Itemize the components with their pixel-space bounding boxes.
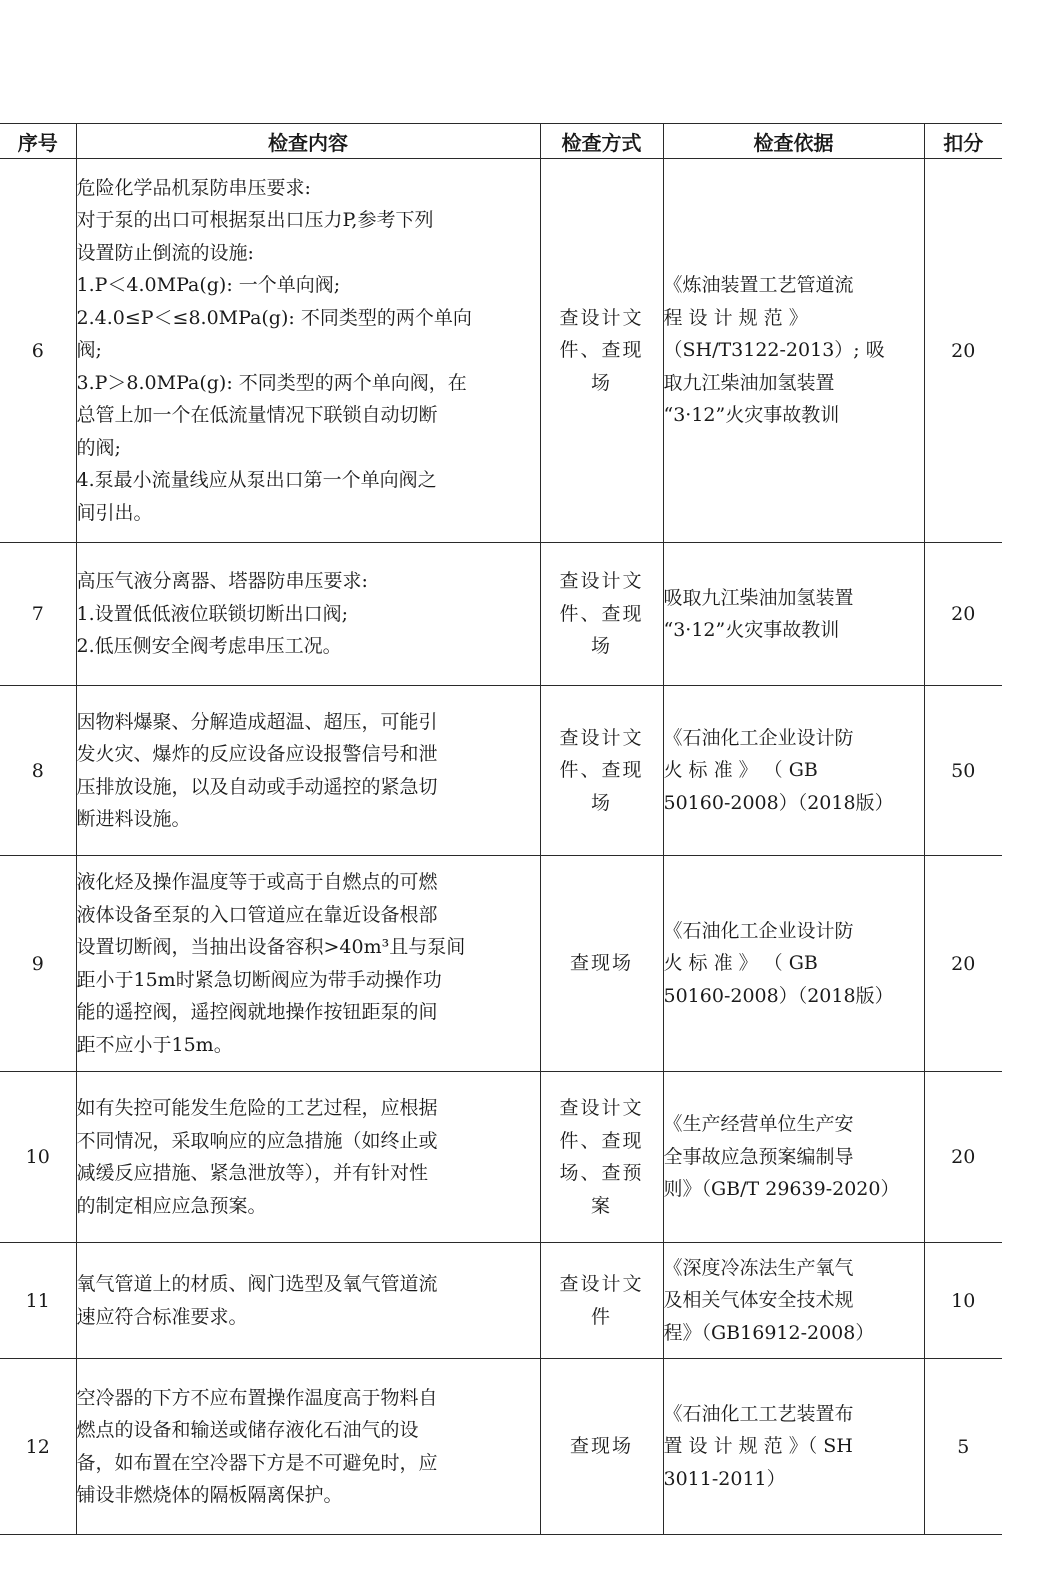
content-line: 如有失控可能发生危险的工艺过程，应根据 [76, 1097, 438, 1119]
basis-line: 《石油化工工艺装置布 [663, 1402, 854, 1425]
header-basis: 检查依据 [663, 124, 924, 159]
table-row [0, 1072, 1002, 1243]
basis-line: “3·12”火灾事故教训 [663, 619, 840, 641]
header-score: 扣分 [924, 124, 1002, 159]
table-row [0, 159, 1002, 543]
row-content [76, 856, 540, 1072]
content-line: 对于泵的出口可根据泵出口压力P,参考下列 [76, 209, 434, 232]
content-line: 设置防止倒流的设施: [76, 241, 254, 264]
basis-line: 《炼油装置工艺管道流 [663, 274, 854, 297]
content-line: 阀; [76, 339, 102, 362]
row-seq: 7 [0, 543, 76, 686]
row-seq: 11 [0, 1243, 76, 1359]
content-line: 速应符合标准要求。 [76, 1305, 248, 1328]
table-row [0, 1243, 1002, 1359]
basis-line: “3·12”火灾事故教训 [663, 404, 840, 427]
row-score: 50 [924, 686, 1002, 856]
row-basis [663, 856, 924, 1072]
method-line: 查现场 [569, 1435, 633, 1458]
content-line: 总管上加一个在低流量情况下联锁自动切断 [76, 404, 438, 427]
content-line: 断进料设施。 [76, 808, 191, 830]
row-method [540, 1359, 663, 1535]
row-basis [663, 1072, 924, 1243]
row-method [540, 159, 663, 543]
content-line: 氧气管道上的材质、阀门选型及氧气管道流 [76, 1273, 438, 1295]
basis-line: 50160-2008）（2018版） [663, 984, 894, 1007]
row-method [540, 856, 663, 1072]
basis-line: （SH/T3122-2013）; 吸 [663, 339, 885, 362]
method-line: 件、查现 [559, 1129, 644, 1152]
content-line: 1.P＜4.0MPa(g): 一个单向阀; [76, 274, 341, 297]
row-seq: 9 [0, 856, 76, 1072]
table-row [0, 543, 1002, 686]
content-line: 的阀; [76, 436, 121, 459]
method-line: 件、查现 [559, 602, 644, 625]
content-line: 液体设备至泵的入口管道应在靠近设备根部 [76, 903, 438, 926]
row-method [540, 1243, 663, 1359]
basis-line: 火 标 准 》 （ GB [663, 952, 818, 975]
row-basis [663, 1243, 924, 1359]
row-score: 20 [924, 856, 1002, 1072]
content-line: 备，如布置在空冷器下方是不可避免时，应 [76, 1451, 438, 1474]
method-line: 查设计文 [559, 1097, 644, 1119]
method-line: 查现场 [569, 952, 633, 975]
header-method: 检查方式 [540, 124, 663, 159]
content-line: 距小于15m时紧急切断阀应为带手动操作功 [76, 968, 442, 991]
basis-line: 火 标 准 》 （ GB [663, 759, 818, 782]
row-score: 20 [924, 159, 1002, 543]
content-line: 高压气液分离器、塔器防串压要求: [76, 570, 368, 593]
row-content [76, 159, 540, 543]
basis-line: 《石油化工企业设计防 [663, 919, 854, 942]
method-line: 查设计文 [559, 1273, 644, 1295]
basis-line: 程》（GB16912-2008） [663, 1321, 875, 1344]
basis-line: 50160-2008）（2018版） [663, 791, 894, 814]
content-line: 压排放设施，以及自动或手动遥控的紧急切 [76, 775, 438, 798]
method-line: 件 [590, 1305, 612, 1328]
row-seq: 6 [0, 159, 76, 543]
row-seq: 10 [0, 1072, 76, 1243]
content-line: 减缓反应措施、紧急泄放等），并有针对性 [76, 1162, 429, 1184]
method-line: 查设计文 [559, 726, 644, 749]
row-basis [663, 159, 924, 543]
header-seq: 序号 [0, 124, 76, 159]
content-line: 4.泵最小流量线应从泵出口第一个单向阀之 [76, 469, 437, 492]
row-seq: 12 [0, 1359, 76, 1535]
row-content [76, 1359, 540, 1535]
basis-line: 《生产经营单位生产安 [663, 1113, 854, 1136]
basis-line: 全事故应急预案编制导 [663, 1145, 854, 1168]
method-line: 查设计文 [559, 570, 644, 593]
row-content [76, 1243, 540, 1359]
basis-line: 程 设 计 规 范 》 [663, 306, 808, 329]
content-line: 燃点的设备和输送或储存液化石油气的设 [76, 1419, 419, 1441]
header-content: 检查内容 [76, 124, 540, 159]
content-line: 间引出。 [76, 501, 153, 524]
content-line: 2.低压侧安全阀考虑串压工况。 [76, 635, 342, 658]
basis-line: 吸取九江柴油加氢装置 [663, 586, 854, 609]
row-basis [663, 1359, 924, 1535]
row-score: 20 [924, 1072, 1002, 1243]
row-basis [663, 543, 924, 686]
basis-line: 取九江柴油加氢装置 [663, 371, 835, 394]
basis-line: 3011-2011） [663, 1467, 786, 1490]
row-method [540, 686, 663, 856]
header-row [0, 124, 1002, 159]
content-line: 空冷器的下方不应布置操作温度高于物料自 [76, 1386, 438, 1409]
method-line: 场、查预 [559, 1162, 644, 1184]
row-seq: 8 [0, 686, 76, 856]
content-line: 不同情况，采取响应的应急措施（如终止或 [76, 1129, 438, 1152]
method-line: 件、查现 [559, 759, 644, 782]
row-content [76, 543, 540, 686]
method-line: 场 [590, 791, 612, 814]
table-row [0, 856, 1002, 1072]
content-line: 距不应小于15m。 [76, 1033, 233, 1056]
basis-line: 《石油化工企业设计防 [663, 726, 854, 749]
row-basis [663, 686, 924, 856]
content-line: 液化烃及操作温度等于或高于自燃点的可燃 [76, 871, 438, 893]
row-score: 20 [924, 543, 1002, 686]
table-row [0, 686, 1002, 856]
inspection-table [0, 123, 1002, 1535]
basis-line: 《深度冷冻法生产氧气 [663, 1256, 854, 1279]
method-line: 案 [590, 1194, 612, 1217]
basis-line: 及相关气体安全技术规 [663, 1289, 854, 1312]
content-line: 因物料爆聚、分解造成超温、超压，可能引 [76, 710, 438, 733]
row-score: 10 [924, 1243, 1002, 1359]
method-line: 场 [590, 635, 612, 658]
method-line: 查设计文 [559, 306, 644, 329]
basis-line: 置 设 计 规 范 》（ SH [663, 1435, 853, 1458]
row-content [76, 686, 540, 856]
content-line: 危险化学品机泵防串压要求: [76, 176, 311, 199]
content-line: 1.设置低低液位联锁切断出口阀; [76, 602, 349, 625]
content-line: 铺设非燃烧体的隔板隔离保护。 [76, 1484, 343, 1506]
row-method [540, 1072, 663, 1243]
basis-line: 则》（GB/T 29639-2020） [663, 1178, 900, 1201]
content-line: 2.4.0≤P＜≤8.0MPa(g): 不同类型的两个单向 [76, 306, 472, 329]
method-line: 场 [590, 371, 612, 394]
content-line: 3.P＞8.0MPa(g): 不同类型的两个单向阀，在 [76, 371, 467, 394]
row-score: 5 [924, 1359, 1002, 1535]
row-method [540, 543, 663, 686]
table-row [0, 1359, 1002, 1535]
content-line: 能的遥控阀，遥控阀就地操作按钮距泵的间 [76, 1001, 438, 1023]
method-line: 件、查现 [559, 339, 644, 362]
content-line: 设置切断阀，当抽出设备容积>40m³且与泵间 [76, 936, 466, 958]
content-line: 发火灾、爆炸的反应设备应设报警信号和泄 [76, 743, 438, 765]
content-line: 的制定相应应急预案。 [76, 1194, 267, 1217]
row-content [76, 1072, 540, 1243]
